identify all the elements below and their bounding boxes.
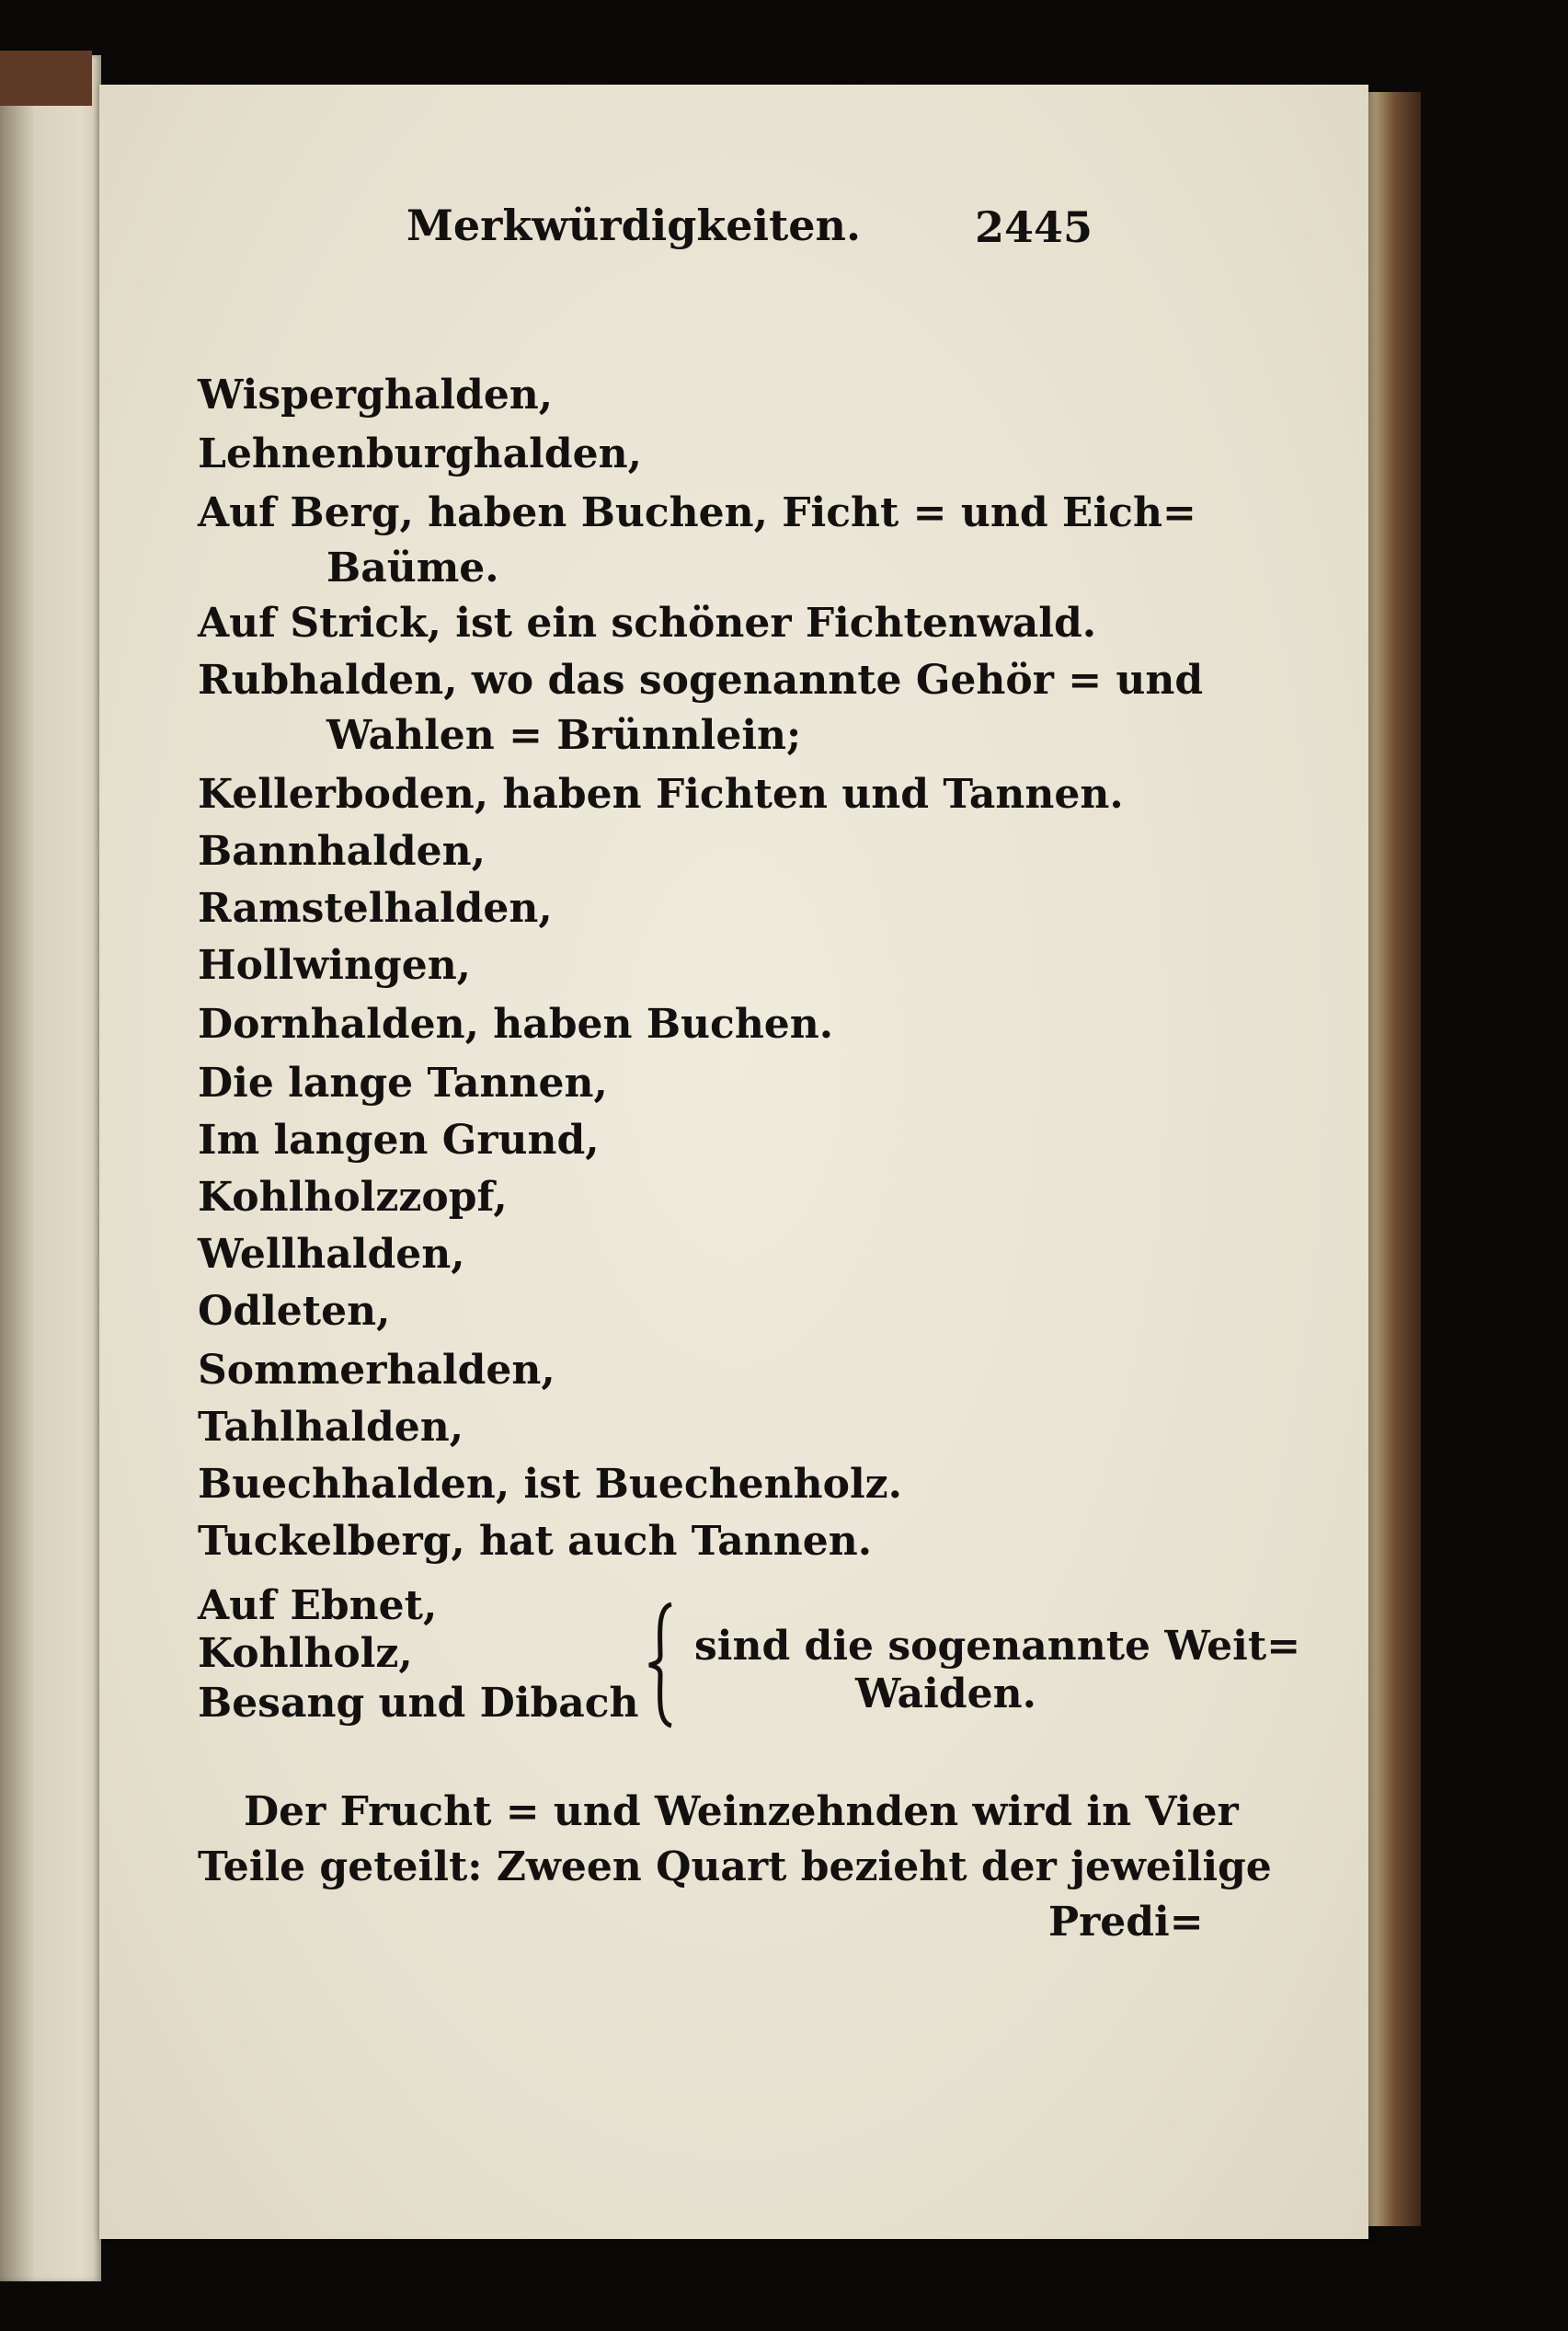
paragraph-line: Der Frucht = und Weinzehnden wird in Vier (244, 1788, 1239, 1835)
entry-line: Ramstelhalden, (198, 885, 553, 932)
running-header-title: Merkwürdigkeiten. (406, 201, 861, 250)
grouped-entry: Besang und Dibach (198, 1680, 639, 1727)
entry-line: Die lange Tannen, (198, 1060, 608, 1107)
entry-line: Im langen Grund, (198, 1117, 600, 1164)
grouped-entry: Auf Ebnet, (198, 1582, 438, 1629)
entry-line: Sommerhalden, (198, 1347, 555, 1394)
entry-line: Lehnenburghalden, (198, 431, 642, 477)
curly-brace (644, 1601, 681, 1729)
entry-line: Tuckelberg, hat auch Tannen. (198, 1518, 873, 1565)
entry-line: Auf Strick, ist ein schöner Fichtenwald. (198, 600, 1097, 647)
entry-line: Auf Berg, haben Buchen, Ficht = und Eich= (198, 489, 1196, 536)
entry-line: Dornhalden, haben Buchen. (198, 1001, 834, 1048)
entry-line: Bannhalden, (198, 828, 486, 875)
page-number: 2445 (975, 202, 1093, 252)
book-cover-corner (0, 51, 92, 106)
entry-line: Rubhalden, wo das sogenannte Gehör = und (198, 657, 1204, 704)
entry-line: Wellhalden, (198, 1231, 465, 1278)
grouped-entry: Kohlholz, (198, 1630, 413, 1677)
entry-line: Kellerboden, haben Fichten und Tannen. (198, 771, 1124, 818)
entry-line: Hollwingen, (198, 942, 471, 989)
group-note-line: Waiden. (855, 1671, 1036, 1717)
paragraph-line: Teile geteilt: Zween Quart bezieht der jeweilige (198, 1843, 1272, 1890)
entry-line: Kohlholzzopf, (198, 1174, 508, 1221)
entry-line: Wisperghalden, (198, 372, 554, 419)
group-note-line: sind die sogenannte Weit= (694, 1623, 1301, 1670)
left-page-edge (0, 55, 101, 2281)
entry-line: Odleten, (198, 1288, 391, 1335)
entry-line: Tahlhalden, (198, 1404, 464, 1451)
entry-continuation: Wahlen = Brünnlein; (326, 712, 802, 759)
entry-line: Buechhalden, ist Buechenholz. (198, 1461, 902, 1508)
entry-continuation: Baüme. (326, 545, 499, 591)
catchword: Predi= (1048, 1899, 1204, 1946)
